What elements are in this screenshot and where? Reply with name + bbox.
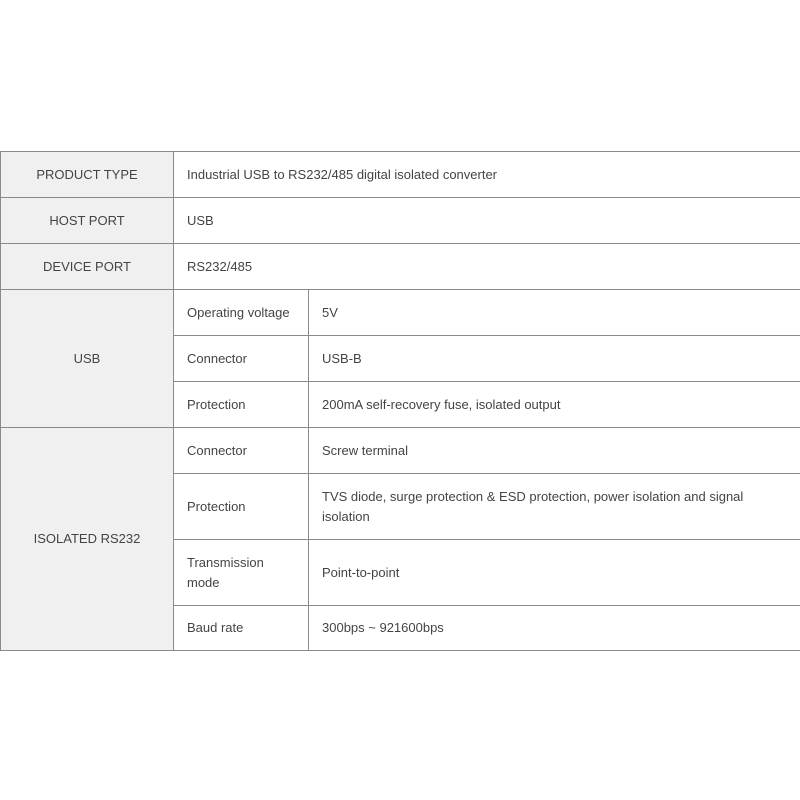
rs232-connector-value: Screw terminal [309,428,800,474]
usb-protection-value: 200mA self-recovery fuse, isolated output [309,382,800,428]
table-row-rs232-connector [1,428,800,474]
rs232-baud-rate-key: Baud rate [174,606,309,651]
table-row-host-port [1,198,800,244]
table-row-device-port [1,244,800,290]
category-product-type: PRODUCT TYPE [1,152,174,198]
rs232-protection-key: Protection [174,474,309,540]
product-type-value: Industrial USB to RS232/485 digital isolated converter [174,152,800,198]
usb-connector-value: USB-B [309,336,800,382]
usb-connector-key: Connector [174,336,309,382]
table-row-product-type [1,152,800,198]
category-host-port: HOST PORT [1,198,174,244]
rs232-transmission-mode-value: Point-to-point [309,540,800,606]
rs232-transmission-mode-key: Transmission mode [174,540,309,606]
category-usb: USB [1,290,174,428]
rs232-baud-rate-value: 300bps ~ 921600bps [309,606,800,651]
category-device-port: DEVICE PORT [1,244,174,290]
usb-voltage-value: 5V [309,290,800,336]
usb-protection-key: Protection [174,382,309,428]
spec-table [0,151,800,651]
host-port-value: USB [174,198,800,244]
rs232-connector-key: Connector [174,428,309,474]
rs232-protection-value: TVS diode, surge protection & ESD protection, power isolation and signal isolation [309,474,800,540]
table-row-usb-voltage [1,290,800,336]
category-isolated-rs232: ISOLATED RS232 [1,428,174,651]
device-port-value: RS232/485 [174,244,800,290]
usb-voltage-key: Operating voltage [174,290,309,336]
